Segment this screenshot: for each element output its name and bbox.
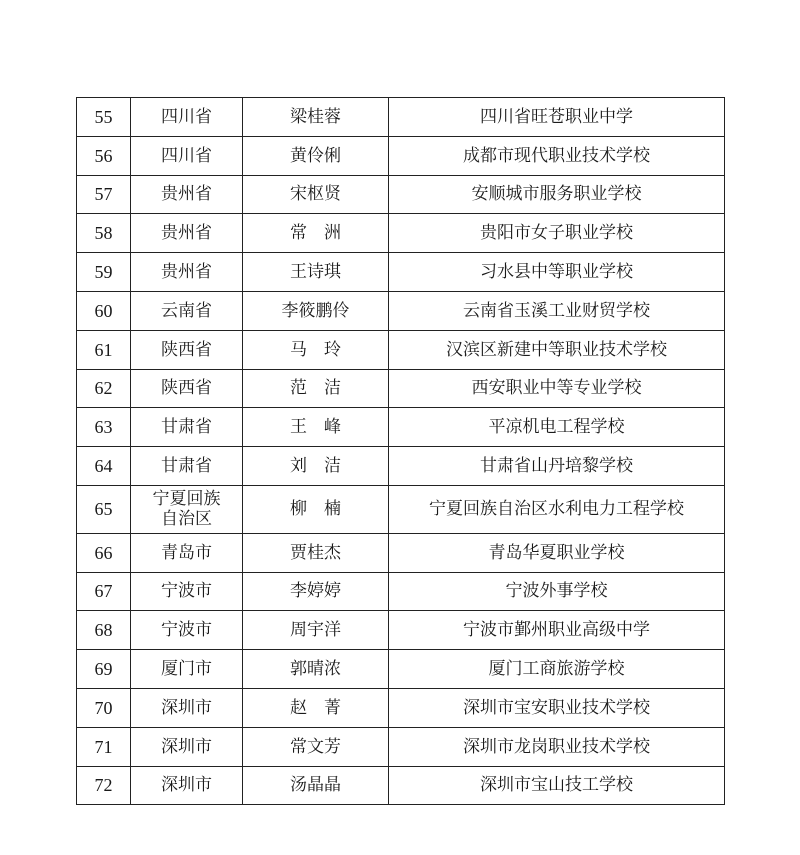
table-row bbox=[77, 447, 725, 486]
region-text: 厦门市 bbox=[161, 659, 212, 680]
table-row bbox=[77, 611, 725, 650]
school-name-cell: 四川省旺苍职业中学 bbox=[389, 98, 725, 137]
table-row bbox=[77, 98, 725, 137]
region-cell bbox=[131, 175, 243, 214]
school-name-cell: 汉滨区新建中等职业技术学校 bbox=[389, 330, 725, 369]
table-row bbox=[77, 214, 725, 253]
region-text: 宁波市 bbox=[161, 581, 212, 602]
region-text: 贵州省 bbox=[161, 262, 212, 283]
region-text: 深圳市 bbox=[161, 697, 212, 718]
table-row bbox=[77, 766, 725, 805]
person-name-cell: 范 洁 bbox=[243, 369, 389, 408]
region-text: 贵州省 bbox=[161, 223, 212, 244]
region-text: 自治区 bbox=[161, 509, 212, 530]
school-name-cell: 宁夏回族自治区水利电力工程学校 bbox=[389, 485, 725, 533]
table-row bbox=[77, 533, 725, 572]
school-name-cell: 云南省玉溪工业财贸学校 bbox=[389, 291, 725, 330]
table-row bbox=[77, 330, 725, 369]
region-cell bbox=[131, 98, 243, 137]
school-name-cell: 西安职业中等专业学校 bbox=[389, 369, 725, 408]
row-number-cell: 56 bbox=[77, 136, 131, 175]
region-text: 云南省 bbox=[161, 300, 212, 321]
school-name-cell: 青岛华夏职业学校 bbox=[389, 533, 725, 572]
region-cell bbox=[131, 688, 243, 727]
region-cell bbox=[131, 611, 243, 650]
table-row bbox=[77, 727, 725, 766]
row-number-cell: 58 bbox=[77, 214, 131, 253]
row-number-cell: 67 bbox=[77, 572, 131, 611]
school-name-cell: 厦门工商旅游学校 bbox=[389, 650, 725, 689]
region-text: 陕西省 bbox=[161, 378, 212, 399]
row-number-cell: 66 bbox=[77, 533, 131, 572]
person-name-cell: 郭晴浓 bbox=[243, 650, 389, 689]
row-number-cell: 61 bbox=[77, 330, 131, 369]
table-row bbox=[77, 253, 725, 292]
region-text: 甘肃省 bbox=[161, 456, 212, 477]
person-name-cell: 马 玲 bbox=[243, 330, 389, 369]
person-name-cell: 贾桂杰 bbox=[243, 533, 389, 572]
region-cell bbox=[131, 572, 243, 611]
region-text: 深圳市 bbox=[161, 775, 212, 796]
row-number-cell: 70 bbox=[77, 688, 131, 727]
person-name-cell: 赵 菁 bbox=[243, 688, 389, 727]
region-text: 深圳市 bbox=[161, 736, 212, 757]
region-cell bbox=[131, 369, 243, 408]
person-name-cell: 常文芳 bbox=[243, 727, 389, 766]
table-row bbox=[77, 136, 725, 175]
region-cell bbox=[131, 136, 243, 175]
person-name-cell: 梁桂蓉 bbox=[243, 98, 389, 137]
school-name-cell: 成都市现代职业技术学校 bbox=[389, 136, 725, 175]
region-cell bbox=[131, 533, 243, 572]
award-list-table bbox=[76, 97, 725, 805]
person-name-cell: 宋枢贤 bbox=[243, 175, 389, 214]
region-text: 青岛市 bbox=[161, 542, 212, 563]
row-number-cell: 60 bbox=[77, 291, 131, 330]
region-cell bbox=[131, 214, 243, 253]
table-row bbox=[77, 688, 725, 727]
person-name-cell: 汤晶晶 bbox=[243, 766, 389, 805]
person-name-cell: 刘 洁 bbox=[243, 447, 389, 486]
school-name-cell: 贵阳市女子职业学校 bbox=[389, 214, 725, 253]
region-text: 陕西省 bbox=[161, 339, 212, 360]
row-number-cell: 64 bbox=[77, 447, 131, 486]
row-number-cell: 68 bbox=[77, 611, 131, 650]
person-name-cell: 王诗琪 bbox=[243, 253, 389, 292]
table-row bbox=[77, 291, 725, 330]
school-name-cell: 宁波市鄞州职业高级中学 bbox=[389, 611, 725, 650]
person-name-cell: 柳 楠 bbox=[243, 485, 389, 533]
row-number-cell: 63 bbox=[77, 408, 131, 447]
region-text: 四川省 bbox=[161, 145, 212, 166]
region-cell bbox=[131, 408, 243, 447]
region-text: 宁波市 bbox=[161, 620, 212, 641]
table-row bbox=[77, 485, 725, 533]
school-name-cell: 深圳市宝山技工学校 bbox=[389, 766, 725, 805]
row-number-cell: 72 bbox=[77, 766, 131, 805]
row-number-cell: 69 bbox=[77, 650, 131, 689]
school-name-cell: 习水县中等职业学校 bbox=[389, 253, 725, 292]
person-name-cell: 李筱鹏伶 bbox=[243, 291, 389, 330]
region-cell bbox=[131, 291, 243, 330]
table-row bbox=[77, 175, 725, 214]
person-name-cell: 黄伶俐 bbox=[243, 136, 389, 175]
region-text: 甘肃省 bbox=[161, 417, 212, 438]
table-row bbox=[77, 369, 725, 408]
row-number-cell: 71 bbox=[77, 727, 131, 766]
row-number-cell: 62 bbox=[77, 369, 131, 408]
row-number-cell: 55 bbox=[77, 98, 131, 137]
person-name-cell: 常 洲 bbox=[243, 214, 389, 253]
table-body bbox=[77, 98, 725, 805]
region-cell bbox=[131, 253, 243, 292]
row-number-cell: 65 bbox=[77, 485, 131, 533]
row-number-cell: 59 bbox=[77, 253, 131, 292]
school-name-cell: 宁波外事学校 bbox=[389, 572, 725, 611]
region-text: 贵州省 bbox=[161, 184, 212, 205]
region-cell bbox=[131, 650, 243, 689]
school-name-cell: 平凉机电工程学校 bbox=[389, 408, 725, 447]
person-name-cell: 李婷婷 bbox=[243, 572, 389, 611]
region-cell bbox=[131, 485, 243, 533]
school-name-cell: 深圳市宝安职业技术学校 bbox=[389, 688, 725, 727]
region-cell bbox=[131, 766, 243, 805]
table-row bbox=[77, 572, 725, 611]
table-row bbox=[77, 408, 725, 447]
region-text: 四川省 bbox=[161, 106, 212, 127]
school-name-cell: 深圳市龙岗职业技术学校 bbox=[389, 727, 725, 766]
region-text: 宁夏回族 bbox=[152, 489, 221, 510]
region-cell bbox=[131, 727, 243, 766]
school-name-cell: 安顺城市服务职业学校 bbox=[389, 175, 725, 214]
school-name-cell: 甘肃省山丹培黎学校 bbox=[389, 447, 725, 486]
row-number-cell: 57 bbox=[77, 175, 131, 214]
region-cell bbox=[131, 447, 243, 486]
region-cell bbox=[131, 330, 243, 369]
person-name-cell: 周宇洋 bbox=[243, 611, 389, 650]
table-row bbox=[77, 650, 725, 689]
person-name-cell: 王 峰 bbox=[243, 408, 389, 447]
